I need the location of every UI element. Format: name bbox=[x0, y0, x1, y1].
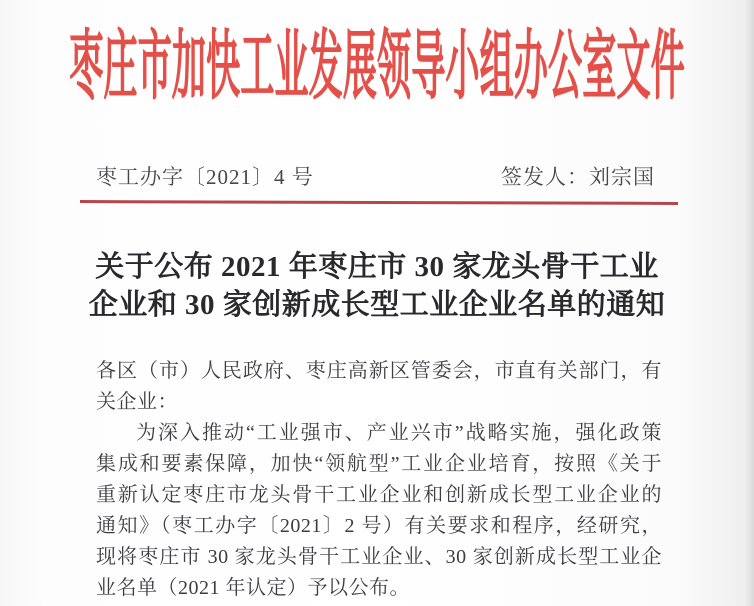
body-line: 关企业： bbox=[96, 391, 178, 413]
red-separator-rule bbox=[80, 200, 678, 205]
body-line: 通知》（枣工办字〔2021〕2 号）有关要求和程序，经研究， bbox=[96, 515, 662, 537]
body-line: 为深入推动“工业强市、产业兴市”战略实施，强化政策 bbox=[136, 422, 662, 444]
body-line: 集成和要素保障，加快“领航型”工业企业培育，按照《关于 bbox=[96, 453, 662, 475]
body-line: 重新认定枣庄市龙头骨干工业企业和创新成长型工业企业的 bbox=[96, 484, 662, 506]
letterhead-title: 枣庄市加快工业发展领导小组办公室文件 bbox=[69, 25, 685, 109]
body-paragraph bbox=[96, 418, 662, 604]
document-number: 枣工办字〔2021〕4 号 bbox=[96, 165, 314, 189]
document-title-line-1: 关于公布 2021 年枣庄市 30 家龙头骨干工业 bbox=[95, 251, 659, 283]
issuer: 签发人：刘宗国 bbox=[501, 165, 655, 189]
document-info-row bbox=[96, 161, 655, 191]
document-title-line-2: 企业和 30 家创新成长型工业企业名单的通知 bbox=[88, 289, 666, 321]
body-line: 现将枣庄市 30 家龙头骨干工业企业、30 家创新成长型工业企 bbox=[96, 546, 662, 568]
body-line: 各区（市）人民政府、枣庄高新区管委会，市直有关部门，有 bbox=[96, 360, 662, 382]
letterhead bbox=[0, 25, 754, 118]
document-title bbox=[40, 248, 714, 324]
body-line: 业名单（2021 年认定）予以公布。 bbox=[96, 577, 410, 599]
document-body bbox=[96, 356, 662, 604]
addressee-paragraph bbox=[96, 356, 662, 418]
